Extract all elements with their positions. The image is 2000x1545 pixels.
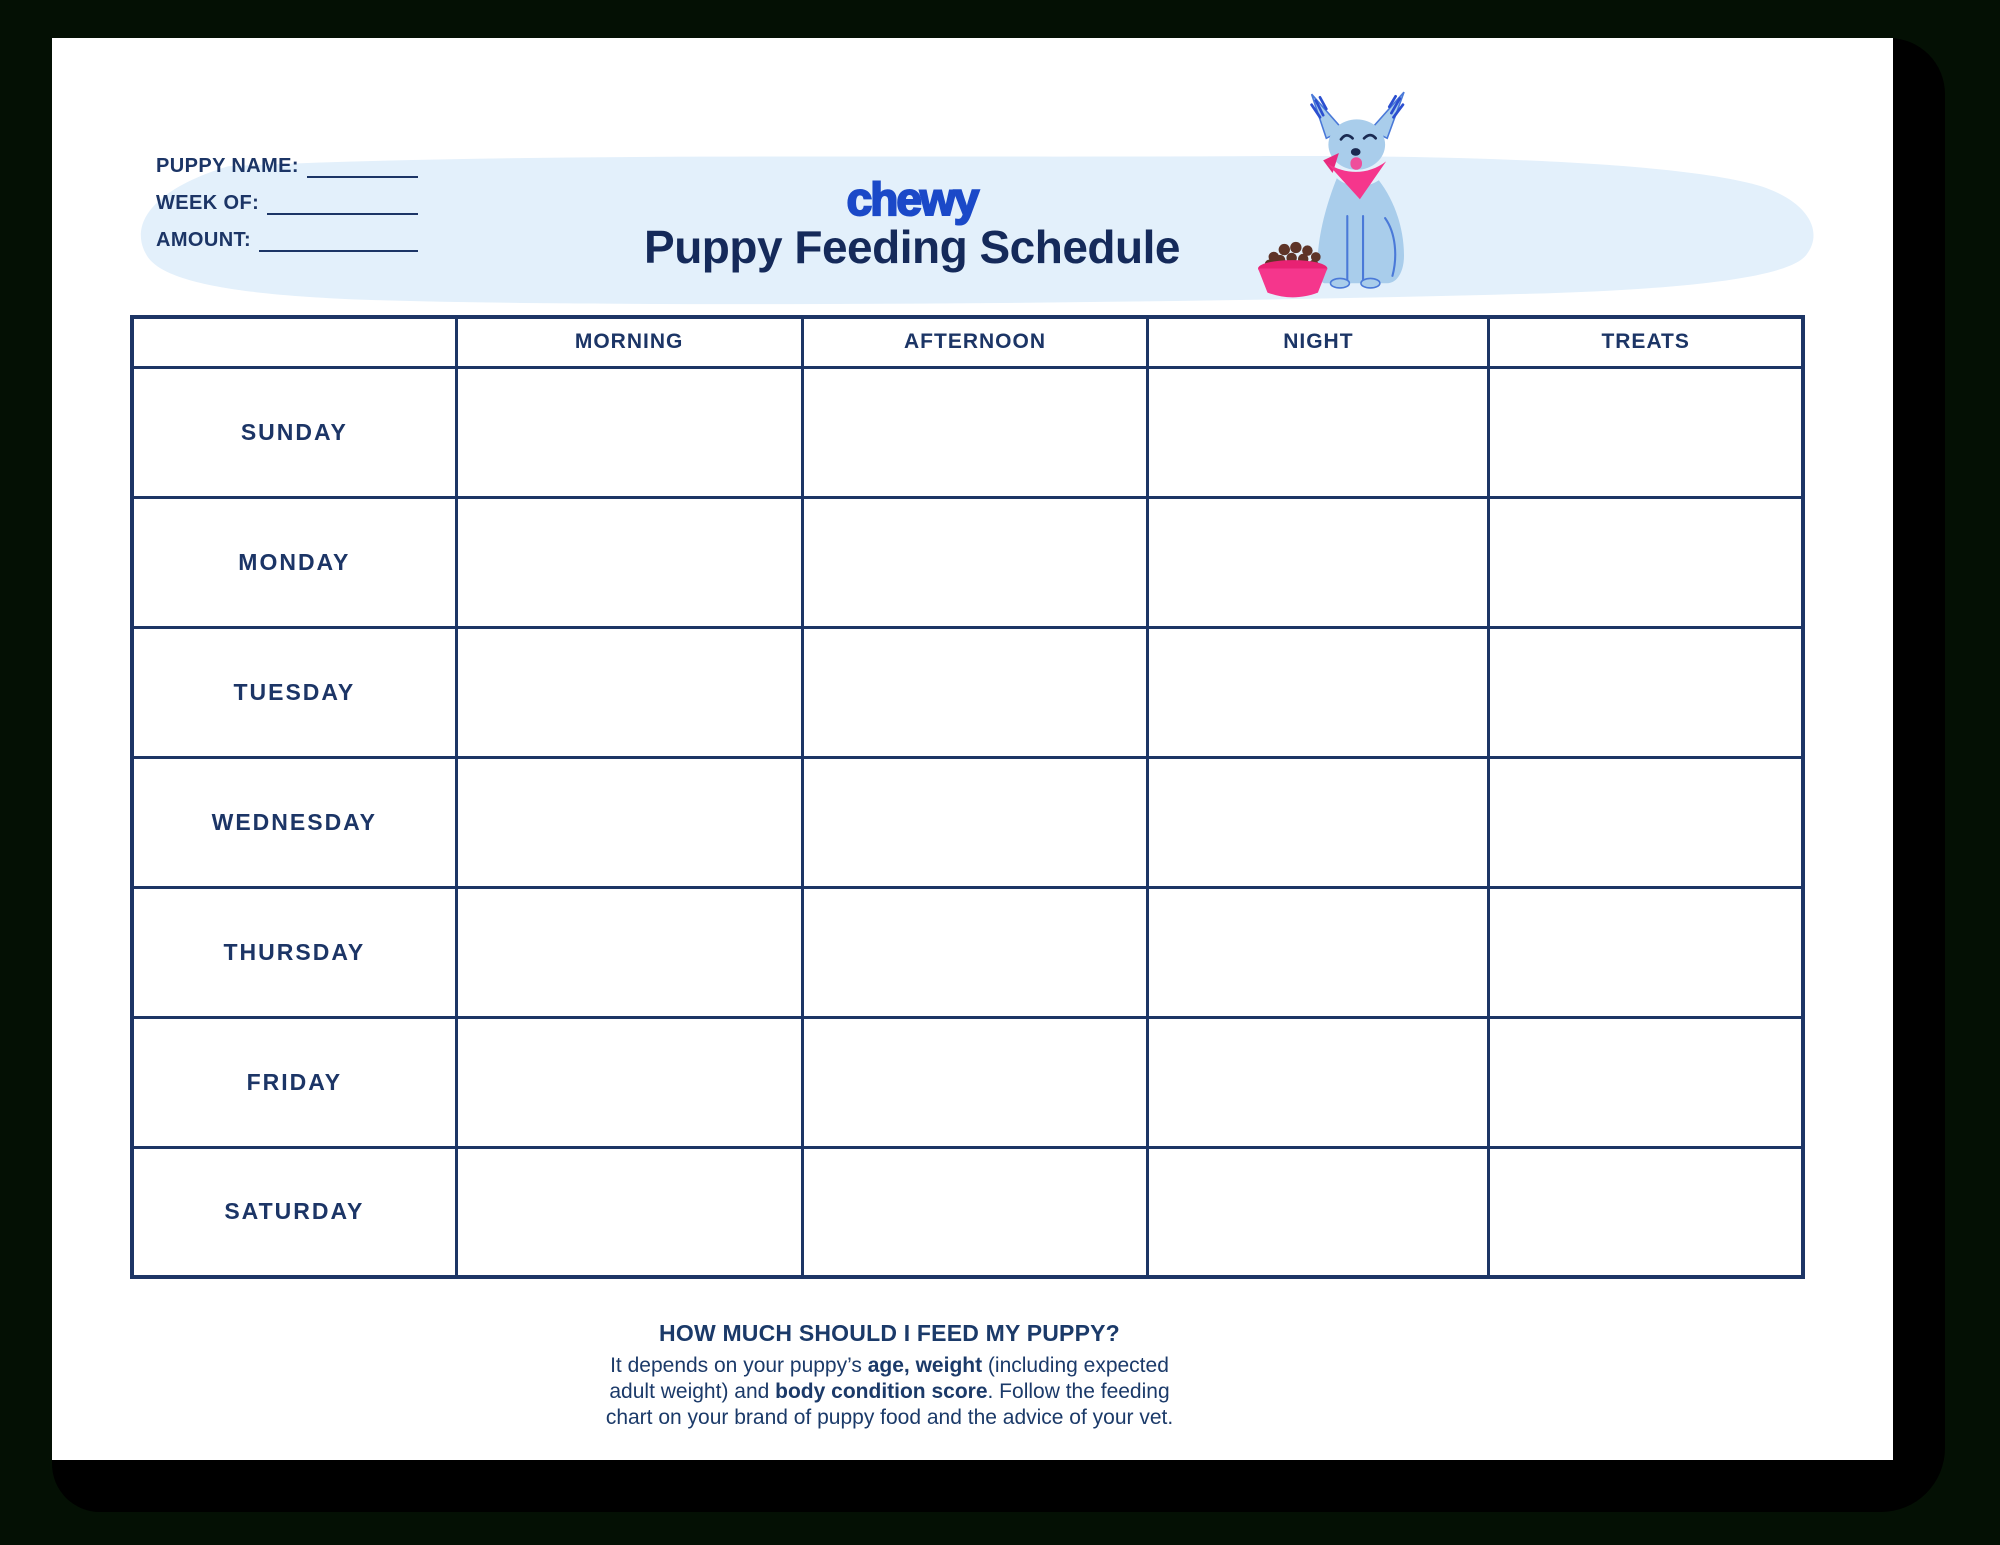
- footer-line: [52, 1405, 1727, 1431]
- schedule-cell[interactable]: [1148, 627, 1489, 757]
- day-cell: SUNDAY: [132, 367, 456, 497]
- footer-heading: HOW MUCH SHOULD I FEED MY PUPPY?: [659, 1320, 1120, 1346]
- field-label: WEEK OF:: [156, 192, 260, 214]
- table-header-row: [132, 317, 1803, 367]
- schedule-cell[interactable]: [1148, 887, 1489, 1017]
- field-label: PUPPY NAME:: [156, 155, 299, 177]
- day-cell: FRIDAY: [132, 1017, 456, 1147]
- schedule-cell[interactable]: [802, 627, 1148, 757]
- table-row: [132, 497, 1803, 627]
- chewy-logo: chewy: [846, 173, 978, 225]
- text-segment: . Follow the feeding: [987, 1380, 1170, 1403]
- schedule-cell[interactable]: [802, 497, 1148, 627]
- schedule-cell[interactable]: [456, 1147, 802, 1277]
- text-segment: chart on your brand of puppy food and the advice of your vet.: [605, 1406, 1174, 1429]
- schedule-cell[interactable]: [1489, 627, 1803, 757]
- table-row: [132, 757, 1803, 887]
- feeding-schedule-table: [130, 315, 1805, 1279]
- text-segment: It depends on your puppy’s: [610, 1354, 868, 1377]
- day-column-header: [132, 317, 456, 367]
- schedule-cell[interactable]: [802, 1147, 1148, 1277]
- schedule-cell[interactable]: [802, 1017, 1148, 1147]
- text-segment: (including expected: [982, 1354, 1169, 1377]
- schedule-cell[interactable]: [1148, 497, 1489, 627]
- schedule-cell[interactable]: [802, 367, 1148, 497]
- schedule-cell[interactable]: [1148, 1017, 1489, 1147]
- table-row: [132, 887, 1803, 1017]
- page-title: Puppy Feeding Schedule: [644, 221, 1180, 273]
- schedule-cell[interactable]: [456, 497, 802, 627]
- day-cell: SATURDAY: [132, 1147, 456, 1277]
- puppy-with-bowl-icon: [1257, 90, 1425, 300]
- table-row: [132, 367, 1803, 497]
- footer-body: [52, 1353, 1727, 1431]
- table-body: [132, 367, 1803, 1277]
- schedule-cell[interactable]: [1148, 1147, 1489, 1277]
- schedule-cell[interactable]: [1148, 757, 1489, 887]
- column-header: NIGHT: [1148, 317, 1489, 367]
- day-cell: WEDNESDAY: [132, 757, 456, 887]
- schedule-cell[interactable]: [456, 367, 802, 497]
- text-segment: age, weight: [867, 1354, 983, 1377]
- schedule-cell[interactable]: [456, 1017, 802, 1147]
- schedule-cell[interactable]: [802, 887, 1148, 1017]
- schedule-cell[interactable]: [802, 757, 1148, 887]
- text-segment: body condition score: [775, 1380, 988, 1403]
- field-label: AMOUNT:: [156, 229, 252, 251]
- schedule-cell[interactable]: [1148, 367, 1489, 497]
- schedule-cell[interactable]: [456, 887, 802, 1017]
- column-header: AFTERNOON: [802, 317, 1148, 367]
- day-cell: MONDAY: [132, 497, 456, 627]
- schedule-cell[interactable]: [456, 757, 802, 887]
- schedule-cell[interactable]: [1489, 497, 1803, 627]
- schedule-cell[interactable]: [1489, 367, 1803, 497]
- text-segment: adult weight) and: [609, 1380, 776, 1403]
- day-cell: TUESDAY: [132, 627, 456, 757]
- schedule-cell[interactable]: [1489, 887, 1803, 1017]
- schedule-cell[interactable]: [456, 627, 802, 757]
- day-cell: THURSDAY: [132, 887, 456, 1017]
- table-row: [132, 1017, 1803, 1147]
- table-row: [132, 627, 1803, 757]
- table-row: [132, 1147, 1803, 1277]
- document-page: [52, 38, 1893, 1460]
- schedule-cell[interactable]: [1489, 1147, 1803, 1277]
- column-header: TREATS: [1489, 317, 1803, 367]
- footer: [52, 1320, 1727, 1431]
- schedule-cell[interactable]: [1489, 1017, 1803, 1147]
- footer-line: [52, 1379, 1727, 1405]
- column-header: MORNING: [456, 317, 802, 367]
- schedule-cell[interactable]: [1489, 757, 1803, 887]
- footer-line: [52, 1353, 1727, 1379]
